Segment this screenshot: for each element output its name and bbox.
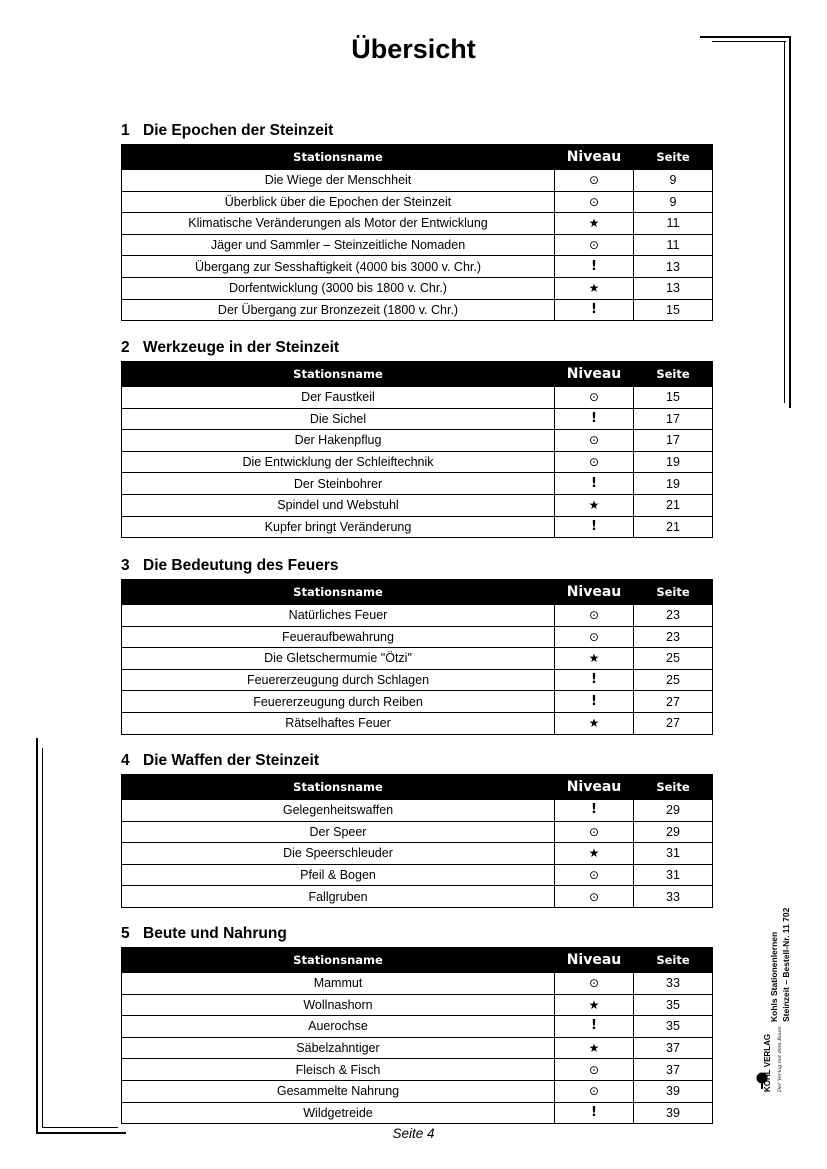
table-row [122,843,713,865]
frame-right-line-inner [784,41,785,403]
page-number: 29 [634,821,713,843]
column-header-page: Seite [634,775,713,800]
column-header-level: Niveau [555,145,634,170]
section-5 [121,920,712,1124]
level-icon: ★ [555,648,634,670]
station-name: Spindel und Webstuhl [122,494,555,516]
page-number: 21 [634,516,713,538]
section-title: Die Epochen der Steinzeit [143,122,334,139]
page-number: 31 [634,864,713,886]
table-row [122,669,713,691]
page-number: 17 [634,430,713,452]
sidebar-line-2: Steinzeit – Bestell-Nr. 11 702 [781,907,791,1022]
page-number: 39 [634,1080,713,1102]
column-header-page: Seite [634,362,713,387]
station-name: Natürliches Feuer [122,605,555,627]
table-row [122,387,713,409]
page-number: 19 [634,451,713,473]
section-1 [121,117,712,321]
station-name: Die Sichel [122,408,555,430]
column-header-name: Stationsname [122,145,555,170]
station-name: Jäger und Sammler – Steinzeitliche Nomaden [122,234,555,256]
page-number: 17 [634,408,713,430]
station-name: Die Wiege der Menschheit [122,170,555,192]
table-row [122,712,713,734]
level-icon: ⊙ [555,191,634,213]
column-header-name: Stationsname [122,775,555,800]
column-header-level: Niveau [555,362,634,387]
publisher-logo [755,1026,795,1092]
page-number: 21 [634,494,713,516]
table-row [122,408,713,430]
station-name: Gesammelte Nahrung [122,1080,555,1102]
table-row [122,886,713,908]
table-header-row [122,948,713,973]
level-icon: ⊙ [555,234,634,256]
table-header-row [122,362,713,387]
level-icon: ★ [555,1037,634,1059]
page-number: 9 [634,191,713,213]
station-name: Klimatische Veränderungen als Motor der Entwicklung [122,213,555,235]
frame-right-line-outer [789,36,791,408]
station-name: Überblick über die Epochen der Steinzeit [122,191,555,213]
section-heading [121,117,712,144]
level-icon: ⊙ [555,821,634,843]
station-name: Feuererzeugung durch Schlagen [122,669,555,691]
page-number: 23 [634,605,713,627]
station-name: Die Gletschermumie "Ötzi" [122,648,555,670]
frame-left-line-outer [36,738,38,1134]
level-icon: ! [555,516,634,538]
station-name: Kupfer bringt Veränderung [122,516,555,538]
section-heading [121,552,712,579]
page-number: 13 [634,256,713,278]
sidebar-publication-info [768,862,798,1022]
page-number: 27 [634,712,713,734]
station-name: Der Faustkeil [122,387,555,409]
column-header-page: Seite [634,948,713,973]
level-icon: ⊙ [555,626,634,648]
station-name: Übergang zur Sesshaftigkeit (4000 bis 3000 v. Chr.) [122,256,555,278]
station-name: Feuererzeugung durch Reiben [122,691,555,713]
station-name: Der Hakenpflug [122,430,555,452]
section-number: 2 [121,339,130,356]
station-table [121,774,713,908]
page-number: 35 [634,994,713,1016]
table-row [122,626,713,648]
level-icon: ⊙ [555,170,634,192]
level-icon: ! [555,669,634,691]
logo-tagline: Der Verlag mit dem Baum [777,1026,783,1092]
level-icon: ⊙ [555,864,634,886]
column-header-name: Stationsname [122,948,555,973]
station-name: Die Entwicklung der Schleiftechnik [122,451,555,473]
column-header-page: Seite [634,580,713,605]
page-number: 11 [634,234,713,256]
table-row [122,191,713,213]
level-icon: ! [555,408,634,430]
station-name: Fleisch & Fisch [122,1059,555,1081]
table-row [122,451,713,473]
page-number: 9 [634,170,713,192]
page-number: 39 [634,1102,713,1124]
logo-text: KOHL VERLAG [763,1033,772,1092]
station-table [121,947,713,1124]
table-row [122,213,713,235]
page-number: 15 [634,299,713,321]
column-header-name: Stationsname [122,362,555,387]
level-icon: ★ [555,494,634,516]
section-number: 5 [121,925,130,942]
table-header-row [122,775,713,800]
table-row [122,800,713,822]
column-header-level: Niveau [555,580,634,605]
level-icon: ! [555,691,634,713]
page-number: 33 [634,886,713,908]
table-row [122,1059,713,1081]
table-row [122,256,713,278]
table-row [122,170,713,192]
level-icon: ! [555,473,634,495]
column-header-level: Niveau [555,775,634,800]
table-row [122,864,713,886]
station-name: Auerochse [122,1016,555,1038]
page-number: 35 [634,1016,713,1038]
level-icon: ! [555,299,634,321]
station-name: Der Übergang zur Bronzezeit (1800 v. Chr.) [122,299,555,321]
level-icon: ! [555,1016,634,1038]
table-row [122,234,713,256]
table-row [122,973,713,995]
section-heading [121,920,712,947]
table-row [122,1016,713,1038]
page-number: 37 [634,1037,713,1059]
level-icon: ⊙ [555,451,634,473]
section-title: Die Waffen der Steinzeit [143,752,319,769]
section-4 [121,747,712,908]
table-row [122,430,713,452]
table-row [122,277,713,299]
frame-left-line-inner [42,748,43,1128]
station-name: Der Speer [122,821,555,843]
level-icon: ⊙ [555,430,634,452]
page-number: 33 [634,973,713,995]
station-name: Die Speerschleuder [122,843,555,865]
table-row [122,1037,713,1059]
level-icon: ★ [555,277,634,299]
level-icon: ★ [555,712,634,734]
page-number: 15 [634,387,713,409]
station-name: Wollnashorn [122,994,555,1016]
level-icon: ⊙ [555,973,634,995]
station-name: Der Steinbohrer [122,473,555,495]
table-row [122,1080,713,1102]
station-name: Säbelzahntiger [122,1037,555,1059]
station-name: Pfeil & Bogen [122,864,555,886]
table-header-row [122,145,713,170]
level-icon: ★ [555,843,634,865]
station-name: Rätselhaftes Feuer [122,712,555,734]
level-icon: ! [555,1102,634,1124]
level-icon: ⊙ [555,886,634,908]
table-row [122,994,713,1016]
level-icon: ★ [555,213,634,235]
level-icon: ! [555,256,634,278]
column-header-level: Niveau [555,948,634,973]
station-name: Dorfentwicklung (3000 bis 1800 v. Chr.) [122,277,555,299]
page-number: 13 [634,277,713,299]
section-heading [121,334,712,361]
section-title: Beute und Nahrung [143,925,287,942]
sidebar-line-1: Kohls Stationenlernen [769,931,779,1022]
table-header-row [122,580,713,605]
section-heading [121,747,712,774]
station-table [121,144,713,321]
level-icon: ⊙ [555,1080,634,1102]
station-name: Fallgruben [122,886,555,908]
table-row [122,299,713,321]
page-footer: Seite 4 [392,1126,435,1141]
page-number: 25 [634,648,713,670]
section-2 [121,334,712,538]
station-name: Gelegenheitswaffen [122,800,555,822]
table-row [122,473,713,495]
page-number: 29 [634,800,713,822]
level-icon: ★ [555,994,634,1016]
page-number: 27 [634,691,713,713]
page-number: 25 [634,669,713,691]
table-row [122,516,713,538]
table-row [122,821,713,843]
page-number: 11 [634,213,713,235]
section-number: 3 [121,557,130,574]
level-icon: ⊙ [555,605,634,627]
section-number: 1 [121,122,130,139]
table-row [122,691,713,713]
section-title: Werkzeuge in der Steinzeit [143,339,340,356]
station-name: Wildgetreide [122,1102,555,1124]
section-title: Die Bedeutung des Feuers [143,557,339,574]
section-3 [121,552,712,735]
table-row [122,1102,713,1124]
station-name: Feueraufbewahrung [122,626,555,648]
level-icon: ⊙ [555,387,634,409]
level-icon: ! [555,800,634,822]
column-header-name: Stationsname [122,580,555,605]
table-row [122,605,713,627]
station-name: Mammut [122,973,555,995]
section-number: 4 [121,752,130,769]
table-row [122,648,713,670]
page-number: 37 [634,1059,713,1081]
station-table [121,361,713,538]
table-row [122,494,713,516]
station-table [121,579,713,735]
page-number: 19 [634,473,713,495]
column-header-page: Seite [634,145,713,170]
level-icon: ⊙ [555,1059,634,1081]
page-number: 31 [634,843,713,865]
page-number: 23 [634,626,713,648]
page-title: Übersicht [351,34,476,64]
